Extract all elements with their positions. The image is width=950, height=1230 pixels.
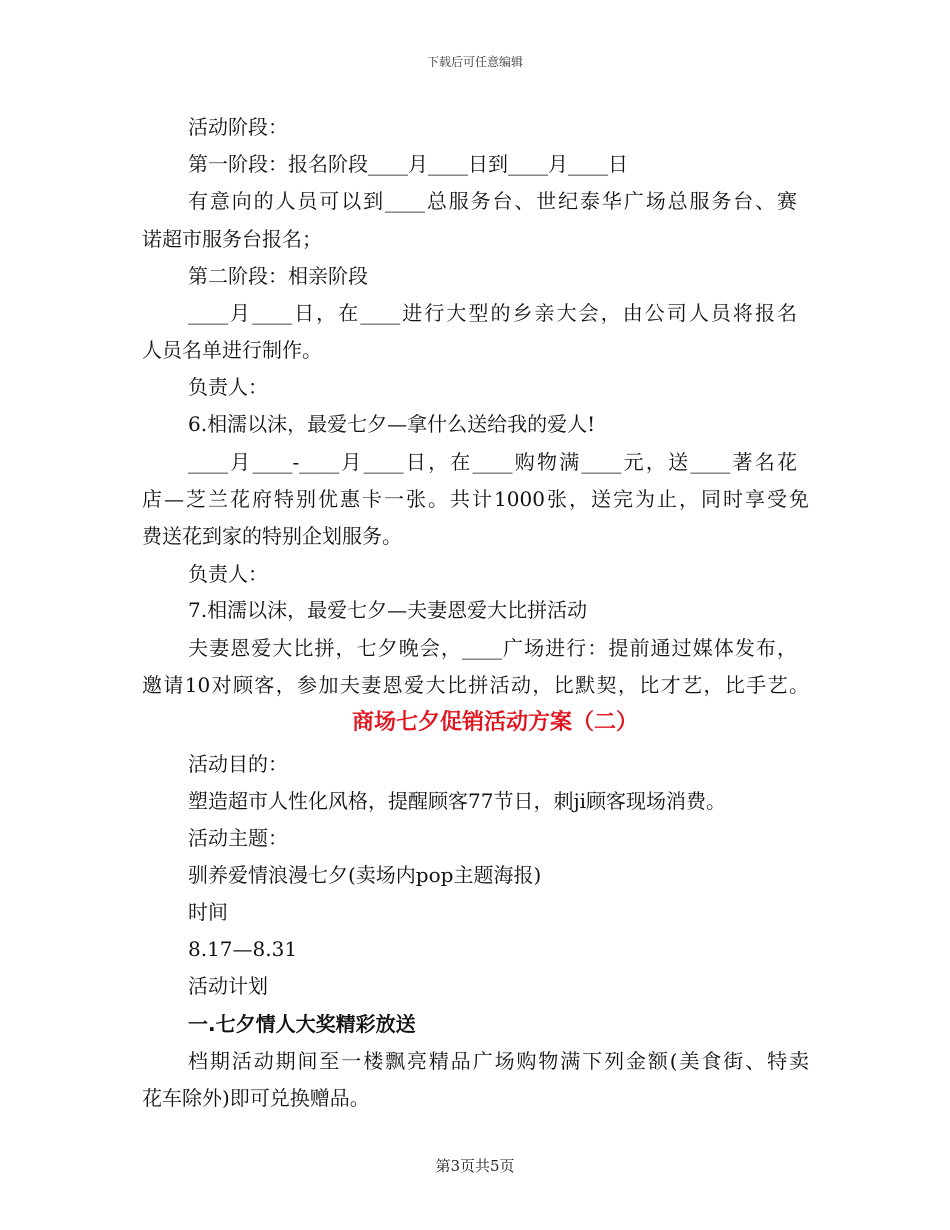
text-line: 活动计划	[188, 974, 268, 998]
text-line: 第二阶段：相亲阶段	[188, 264, 368, 288]
text-line: 8.17—8.31	[188, 937, 298, 961]
text-line: 档期活动期间至一楼飘亮精品广场购物满下列金额(美食街、特卖	[188, 1049, 809, 1073]
text-line: 时间	[188, 900, 228, 924]
text-line: 人员名单进行制作。	[142, 338, 322, 362]
text-line: 7.相濡以沫，最爱七夕—夫妻恩爱大比拼活动	[188, 598, 588, 622]
text-line: 活动主题：	[188, 826, 288, 850]
text-line: ____月____日，在____进行大型的乡亲大会，由公司人员将报名	[188, 301, 797, 325]
text-line: 费送花到家的特别企划服务。	[142, 524, 402, 548]
text-line: 负责人：	[188, 375, 268, 399]
page-footer: 第3页共5页	[435, 1157, 515, 1175]
text-line: 第一阶段：报名阶段____月____日到____月____日	[188, 152, 628, 176]
subsection-heading: 一.七夕情人大奖精彩放送	[188, 1012, 416, 1036]
text-line: 邀请10对顾客，参加夫妻恩爱大比拼活动，比默契，比才艺，比手艺。	[142, 673, 809, 697]
text-line: 诺超市服务台报名；	[142, 227, 322, 251]
text-line: 花车除外)即可兑换赠品。	[142, 1086, 370, 1110]
text-line: 6.相濡以沫，最爱七夕—拿什么送给我的爱人!	[188, 412, 596, 436]
text-line: 活动目的：	[188, 752, 288, 776]
text-line: 活动阶段：	[188, 115, 288, 139]
page-header: 下载后可任意编辑	[426, 55, 523, 69]
text-line: 负责人：	[188, 562, 268, 586]
section-title: 商场七夕促销活动方案（二）	[351, 709, 638, 735]
text-line: 有意向的人员可以到____总服务台、世纪泰华广场总服务台、赛	[188, 189, 797, 213]
text-line: 驯养爱情浪漫七夕(卖场内pop主题海报)	[188, 863, 542, 887]
text-line: 塑造超市人性化风格，提醒顾客77节日，刺ji顾客现场消费。	[188, 789, 727, 813]
text-line: ____月____-____月____日，在____购物满____元，送____著名花	[188, 450, 797, 474]
text-line: 店—芝兰花府特别优惠卡一张。共计1000张，送完为止，同时享受免	[142, 487, 809, 511]
text-line: 夫妻恩爱大比拼，七夕晚会，____广场进行：提前通过媒体发布，	[188, 636, 797, 660]
